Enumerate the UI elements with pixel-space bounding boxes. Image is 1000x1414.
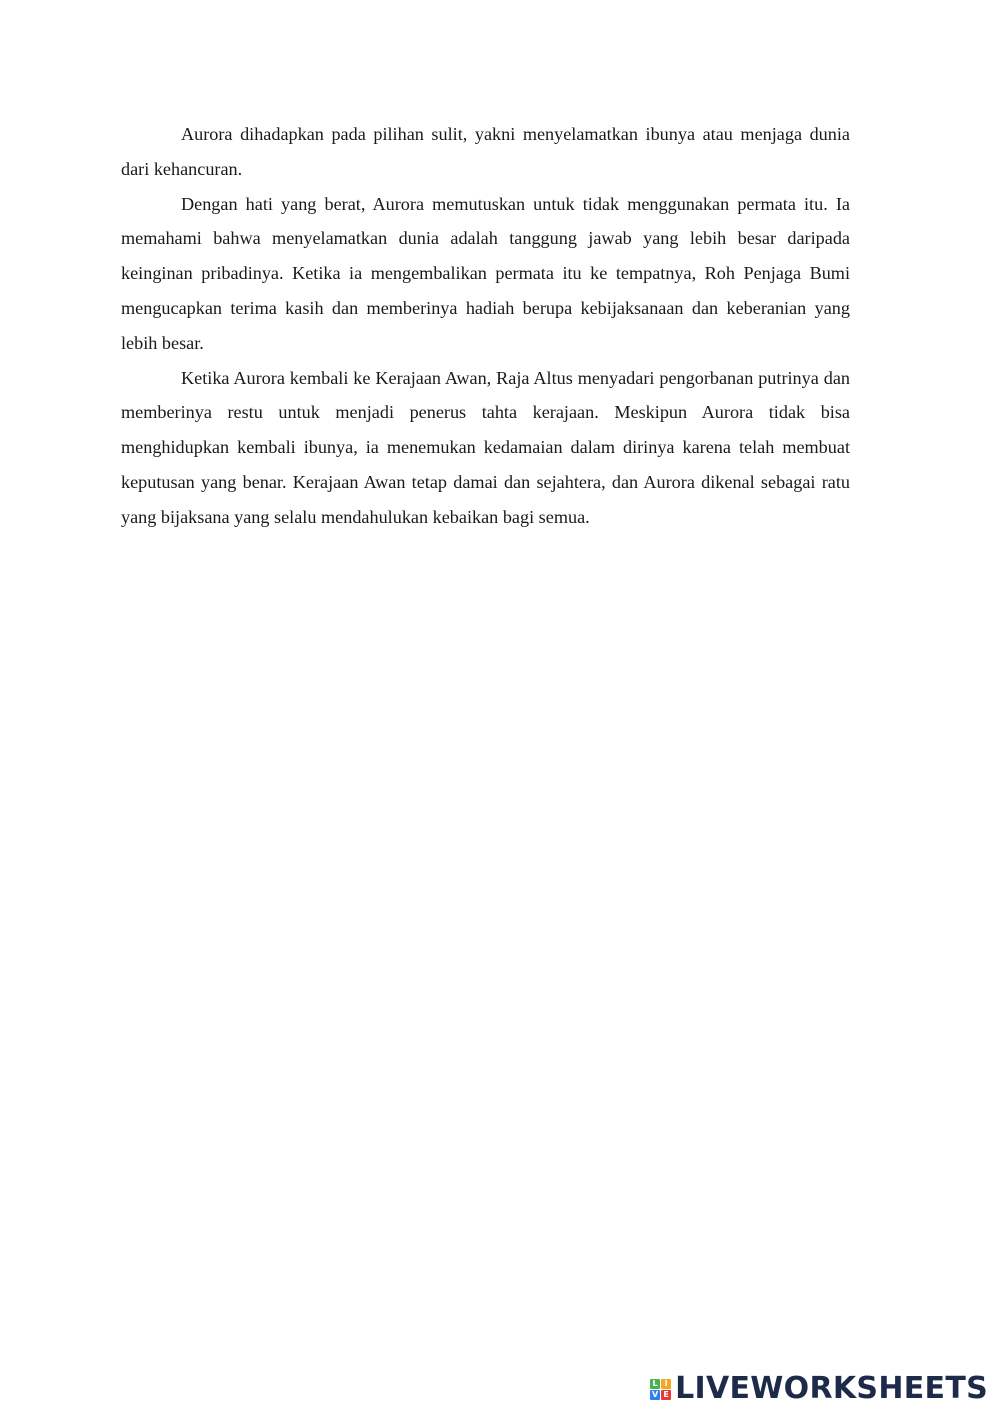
logo-mark-letter-e: E bbox=[661, 1390, 671, 1400]
logo-mark-letter-l: L bbox=[650, 1379, 660, 1389]
paragraph-1: Aurora dihadapkan pada pilihan sulit, yakni menyelamatkan ibunya atau menjaga dunia dari kehancuran. bbox=[121, 124, 850, 179]
paragraph-3: Ketika Aurora kembali ke Kerajaan Awan, Raja Altus menyadari pengorbanan putrinya dan memberinya restu untuk menjadi penerus tahta kerajaan. Meskipun Aurora tidak bisa menghidupkan kembali ibunya, ia menemukan kedamaian dalam dirinya karena telah membuat keputusan yang benar. Kerajaan Awan tetap damai dan sejahtera, dan Aurora dikenal sebagai ratu yang bijaksana yang selalu mendahulukan kebaikan bagi semua. bbox=[121, 367, 850, 527]
liveworksheets-logo-text: LIVEWORKSHEETS bbox=[675, 1371, 988, 1406]
liveworksheets-logo-icon bbox=[650, 1379, 671, 1400]
paragraph-2: Dengan hati yang berat, Aurora memutuskan untuk tidak menggunakan permata itu. Ia memahami bahwa menyelamatkan dunia adalah tanggung jawab yang lebih besar daripada keinginan pribadinya. Ketika ia mengembalikan permata itu ke tempatnya, Roh Penjaga Bumi mengucapkan terima kasih dan memberinya hadiah berupa kebijaksanaan dan keberanian yang lebih besar. bbox=[121, 193, 850, 353]
logo-mark-letter-i: I bbox=[661, 1379, 671, 1389]
logo-mark-letter-v: V bbox=[651, 1390, 659, 1399]
page-content bbox=[121, 117, 850, 535]
liveworksheets-logo bbox=[650, 1371, 988, 1406]
